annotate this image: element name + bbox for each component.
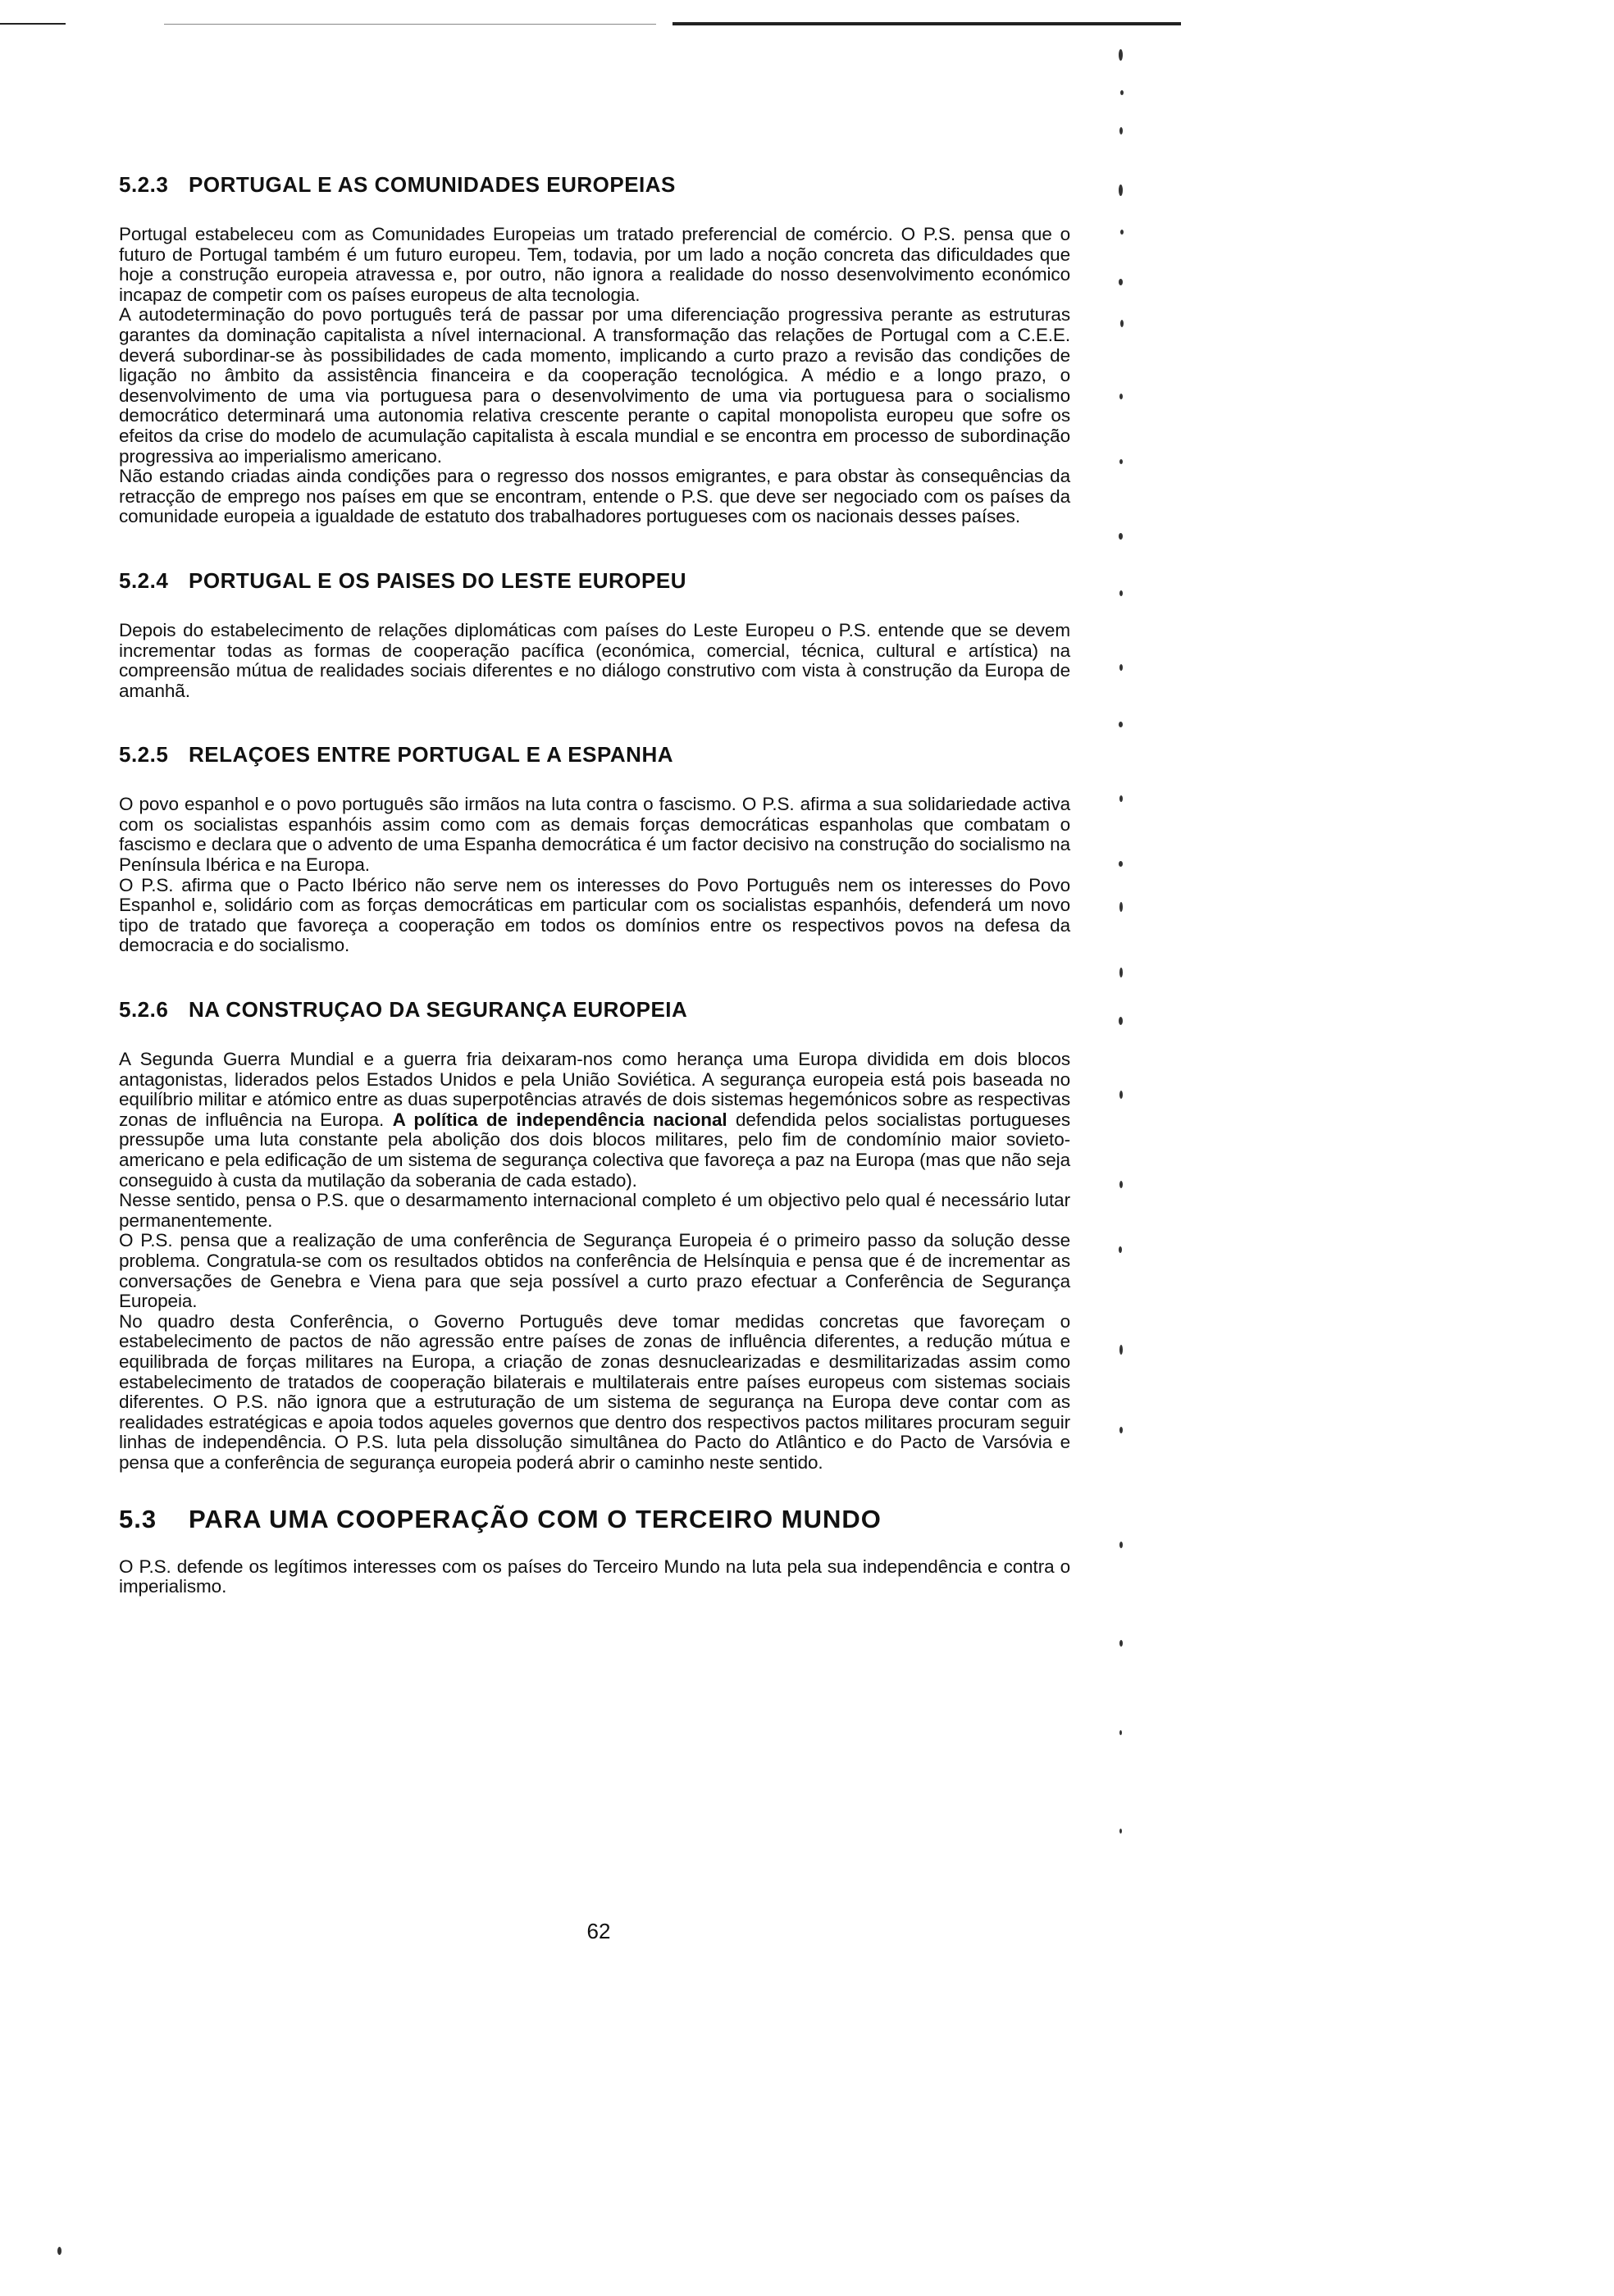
section-number: 5.3 — [119, 1504, 157, 1533]
margin-specks — [1115, 33, 1165, 1837]
speck — [1119, 1640, 1123, 1647]
paragraph: Não estando criadas ainda condições para o regresso dos nossos emigrantes, e para obstar às consequências da retracção de emprego nos países em que se encontram, entende o P.S. que deve ser negociado com os países da comunidade europeia a igualdade de estatuto dos trabalhadores portugueses com os nacionais desses países. — [119, 466, 1070, 527]
paragraph: A autodeterminação do povo português terá de passar por uma diferenciação progressiva perante as estruturas garantes da dominação capitalista a nível internacional. A transformação das relações de Portugal com a C.E.E. deverá subordinar-se às possibilidades de cada momento, implicando a curto prazo a revisão das condições de ligação no âmbito da assistência financeira e da cooperação tecnológica. A médio e a longo prazo, o desenvolvimento de uma via portuguesa para o desenvolvimento de uma via portuguesa para o socialismo democrático determinará uma autonomia relativa crescente perante o capital monopolista europeu que sofre os efeitos da crise do modelo de acumulação capitalista à escala mundial e se encontra em processo de subordinação progressiva ao imperialismo americano. — [119, 304, 1070, 467]
speck — [1119, 664, 1123, 671]
paragraph: O povo espanhol e o povo português são irmãos na luta contra o fascismo. O P.S. afirma a sua solidariedade activa com os socialistas espanhóis assim como com as demais forças democráticas espanholas que combatam o fascismo e declara que o advento de uma Espanha democrática é um factor decisivo na construção do socialismo na Península Ibérica e na Europa. — [119, 794, 1070, 876]
bold-phrase: A política de independência nacional — [392, 1109, 727, 1130]
speck — [1119, 394, 1123, 399]
speck — [1119, 1730, 1122, 1735]
top-edge-line-right — [672, 22, 1181, 25]
paragraph-text: defendida pelos socialistas portugueses pressupõe uma luta constante pela abolição dos dois blocos militares, pelo fim de condomínio maior sovieto-americano e pela edificação de um sistema de segurança colectiva que favoreça a paz na Europa (mas que não seja conseguido à custa da mutilação da soberania de cada estado). — [119, 1109, 1070, 1191]
section-number: 5.2.5 — [119, 742, 169, 768]
section-5-3 — [119, 1505, 1070, 1597]
section-heading — [119, 172, 1070, 197]
speck — [1119, 1427, 1123, 1433]
section-heading — [119, 742, 1070, 767]
section-5-2-3 — [119, 172, 1070, 527]
speck — [1119, 127, 1123, 134]
speck — [1119, 49, 1123, 61]
paragraph: O P.S. pensa que a realização de uma conferência de Segurança Europeia é o primeiro passo da solução desse problema. Congratula-se com os resultados obtidos na conferência de Helsínquia e pensa que é de incrementar as conversações de Genebra e Viena para que seja possível a curto prazo efectuar a Conferência de Segurança Europeia. — [119, 1230, 1070, 1312]
paragraph-text: A Segunda Guerra Mundial e a guerra fria deixaram-nos como herança uma Europa dividida em dois blocos antagonistas, liderados pelos Estados Unidos e pela União Soviética. A segurança europeia está pois baseada no equilíbrio militar e atómico entre as duas superpotências através de dois sistemas hegemónicos sobre as respectivas zonas de influência na Europa. — [119, 1049, 1070, 1130]
section-5-2-5 — [119, 742, 1070, 956]
section-title: PORTUGAL E OS PAISES DO LESTE EUROPEU — [189, 567, 686, 593]
section-5-2-6 — [119, 997, 1070, 1473]
speck — [1119, 1091, 1123, 1099]
speck — [1119, 861, 1123, 867]
section-title: PARA UMA COOPERAÇÃO COM O TERCEIRO MUNDO — [189, 1504, 882, 1533]
speck — [1119, 590, 1123, 596]
speck — [1119, 722, 1123, 727]
paragraph — [119, 1050, 1070, 1191]
speck — [1120, 90, 1124, 95]
speck — [1119, 795, 1123, 802]
section-title: NA CONSTRUÇAO DA SEGURANÇA EUROPEIA — [189, 997, 688, 1023]
speck — [1119, 459, 1123, 464]
section-title: RELAÇOES ENTRE PORTUGAL E A ESPANHA — [189, 742, 673, 768]
speck — [1119, 1181, 1123, 1188]
speck — [1119, 1246, 1122, 1253]
document-page — [119, 172, 1070, 1638]
scan-edge-top — [0, 0, 1189, 33]
section-heading — [119, 568, 1070, 593]
speck — [1119, 902, 1123, 912]
section-heading — [119, 997, 1070, 1022]
section-title: PORTUGAL E AS COMUNIDADES EUROPEIAS — [189, 172, 676, 197]
paragraph: O P.S. afirma que o Pacto Ibérico não serve nem os interesses do Povo Português nem os interesses do Povo Espanhol e, solidário com as forças democráticas em particular com os socialistas espanhóis, defenderá um novo tipo de tratado que favoreça a cooperação em todos os domínios entre os respectivos povos na defesa da democracia e do socialismo. — [119, 874, 1070, 956]
speck — [1119, 1829, 1122, 1834]
speck — [1120, 230, 1124, 235]
speck — [1119, 1017, 1123, 1025]
paragraph: Portugal estabeleceu com as Comunidades Europeias um tratado preferencial de comércio. O P.S. pensa que o futuro de Portugal também é um futuro europeu. Tem, todavia, por um lado a noção concreta das dificuldades que hoje a construção europeia atravessa e, por outro, não ignora a realidade do nosso desenvolvimento económico incapaz de competir com os países europeus de alta tecnologia. — [119, 224, 1070, 305]
page-number: 62 — [586, 1919, 611, 1943]
speck — [1119, 1345, 1123, 1355]
speck — [1120, 320, 1124, 327]
paragraph: Depois do estabelecimento de relações diplomáticas com países do Leste Europeu o P.S. entende que se devem incrementar todas as formas de cooperação pacífica (económica, comercial, técnica, cultural e artística) na compreensão mútua de realidades sociais diferentes e no diálogo construtivo com vista à construção da Europa de amanhã. — [119, 619, 1070, 701]
speck — [1119, 1542, 1123, 1548]
speck — [1119, 184, 1123, 196]
speck — [57, 2247, 62, 2255]
speck — [1119, 279, 1123, 285]
top-edge-line-mid — [164, 24, 656, 25]
section-number: 5.2.6 — [119, 997, 169, 1023]
section-number: 5.2.3 — [119, 172, 169, 197]
main-heading — [119, 1505, 1070, 1534]
section-5-2-4 — [119, 568, 1070, 701]
paragraph: No quadro desta Conferência, o Governo Português deve tomar medidas concretas que favoreçam o estabelecimento de pactos de não agressão entre países de zonas de influência diferentes, a redução mútua e equilibrada de forças militares na Europa, a criação de zonas desnuclearizadas e desmilitarizadas assim como estabelecimento de tratados de cooperação bilaterais e multilaterais entre países europeus com sistemas sociais diferentes. O P.S. não ignora que a estruturação de um sistema de segurança na Europa deve contar com as realidades estratégicas e apoia todos aqueles governos que dentro dos respectivos pactos militares procuram seguir linhas de independência. O P.S. luta pela dissolução simultânea do Pacto do Atlântico e do Pacto de Varsóvia e pensa que a conferência de segurança europeia poderá abrir o caminho neste sentido. — [119, 1310, 1070, 1473]
speck — [1119, 533, 1123, 540]
section-number: 5.2.4 — [119, 567, 169, 593]
paragraph: Nesse sentido, pensa o P.S. que o desarmamento internacional completo é um objectivo pelo qual é necessário lutar permanentemente. — [119, 1190, 1070, 1231]
speck — [1119, 968, 1123, 977]
top-edge-line-left — [0, 23, 66, 25]
paragraph: O P.S. defende os legítimos interesses com os países do Terceiro Mundo na luta pela sua independência e contra o imperialismo. — [119, 1556, 1070, 1597]
